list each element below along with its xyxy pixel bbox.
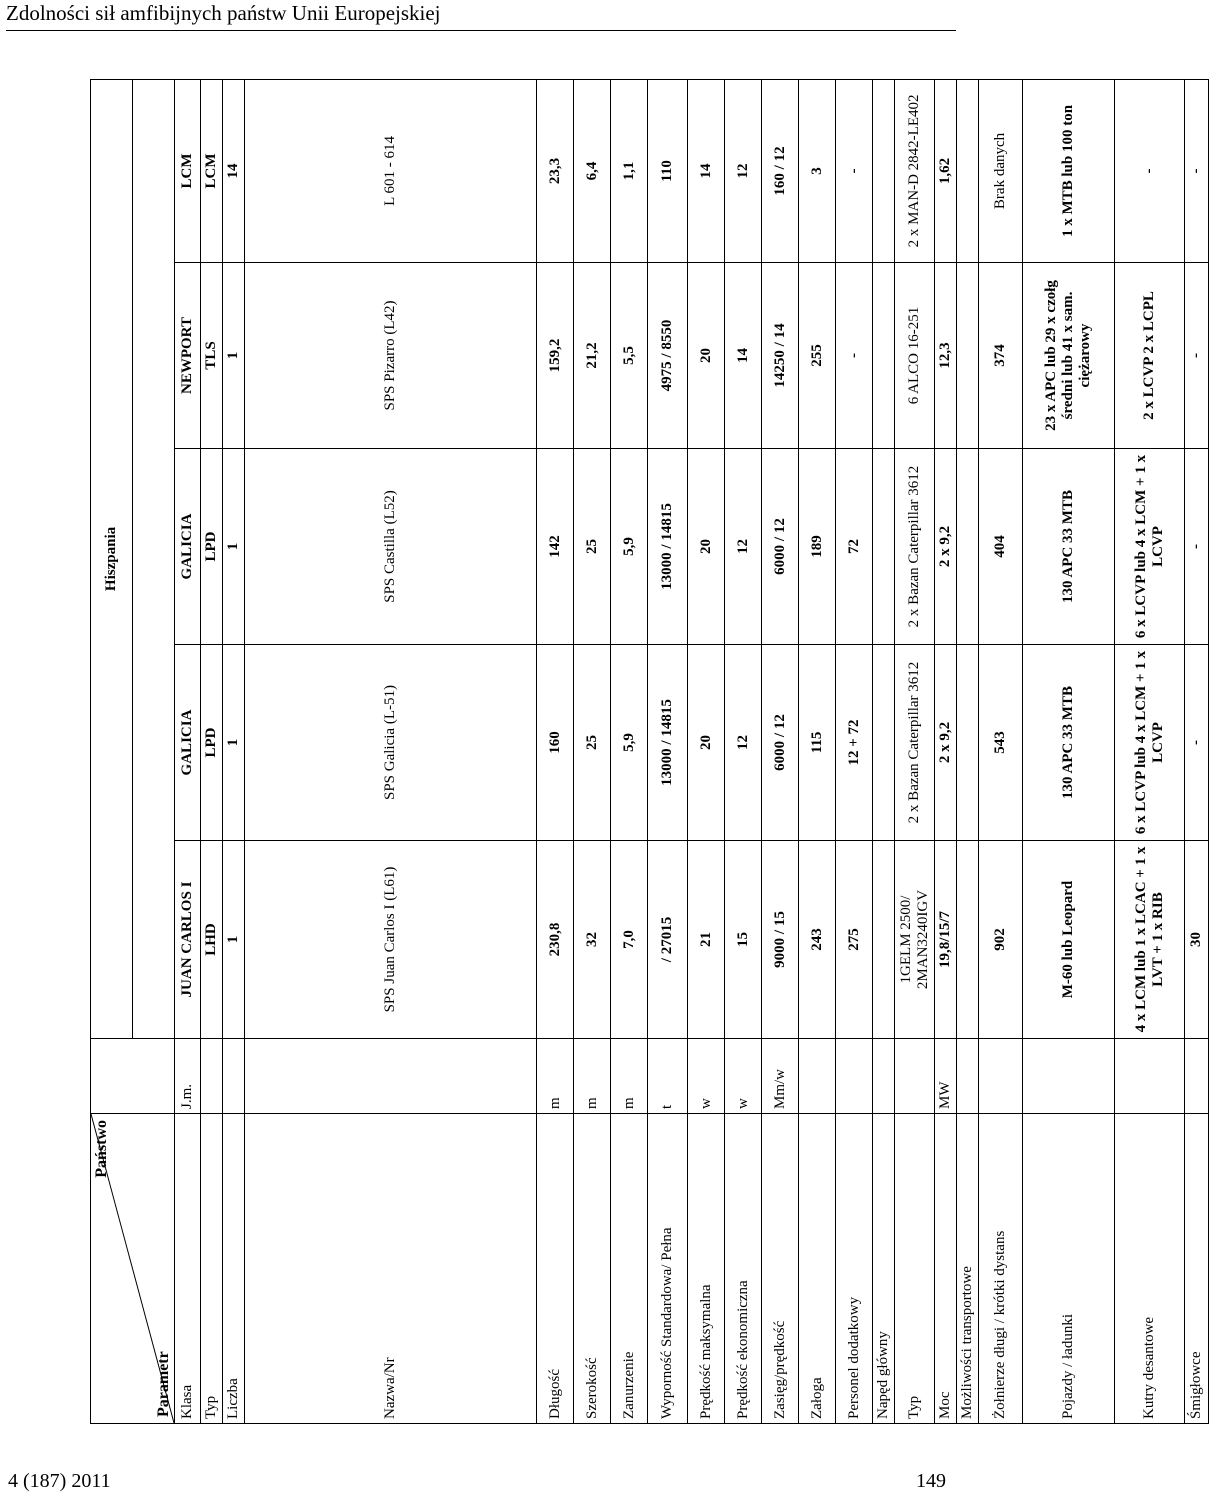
unit-cell: w (688, 1039, 725, 1114)
value-cell: 1GELM 2500/ 2MAN3240IGV (895, 841, 935, 1039)
header-title: Zdolności sił amfibijnych państw Unii Europejskiej (6, 1, 441, 25)
table-row (725, 79, 762, 1423)
value-cell: 6,4 (574, 79, 611, 262)
value-cell: 21 (688, 841, 725, 1039)
country-header: Hiszpania (91, 79, 133, 1038)
value-cell: 14 (688, 79, 725, 262)
value-cell: - (1185, 449, 1209, 645)
value-cell: 902 (979, 841, 1023, 1039)
value-cell: 543 (979, 645, 1023, 841)
value-cell: 23,3 (537, 79, 574, 262)
unit-cell (836, 1039, 873, 1114)
value-cell: 4 x LCM lub 1 x LCAC + 1 x LVT + 1 x RIB (1115, 841, 1185, 1039)
value-cell: GALICIA (175, 645, 201, 841)
value-cell: 25 (574, 645, 611, 841)
value-cell (957, 263, 979, 449)
table-row (1185, 79, 1209, 1423)
corner-cell (91, 1114, 175, 1424)
value-cell: 110 (648, 79, 688, 262)
unit-cell: MW (935, 1039, 957, 1114)
table-row (762, 79, 799, 1423)
value-cell (957, 79, 979, 262)
value-cell: 1 (223, 645, 245, 841)
value-cell: 275 (836, 841, 873, 1039)
table-row (836, 79, 873, 1423)
value-cell: 13000 / 14815 (648, 449, 688, 645)
value-cell: 160 / 12 (762, 79, 799, 262)
param-label: Napęd główny (873, 1114, 895, 1424)
value-cell: 2 x 9,2 (935, 449, 957, 645)
value-cell: 160 (537, 645, 574, 841)
value-cell: 2 x Bazan Caterpillar 3612 (895, 645, 935, 841)
param-label: Żołnierze długi / krótki dystans (979, 1114, 1023, 1424)
value-cell: 23 x APC lub 29 x czołg średni lub 41 x sam. ciężarowy (1023, 263, 1115, 449)
param-label: Załoga (799, 1114, 836, 1424)
param-label: Szerokość (574, 1114, 611, 1424)
value-cell: 14 (223, 79, 245, 262)
value-cell (873, 841, 895, 1039)
value-cell: 20 (688, 645, 725, 841)
table-row (935, 79, 957, 1423)
param-label: Zasięg/prędkość (762, 1114, 799, 1424)
value-cell: LHD (201, 841, 223, 1039)
param-label: Moc (935, 1114, 957, 1424)
value-cell: - (1185, 263, 1209, 449)
value-cell: 2 x Bazan Caterpillar 3612 (895, 449, 935, 645)
param-label: Typ (201, 1114, 223, 1424)
value-cell: L 601 - 614 (245, 79, 537, 262)
value-cell (957, 449, 979, 645)
value-cell: 5,5 (611, 263, 648, 449)
value-cell: 14 (725, 263, 762, 449)
value-cell: 20 (688, 263, 725, 449)
subheader-blank (133, 79, 175, 1038)
value-cell: 2 x LCVP 2 x LCPL (1115, 263, 1185, 449)
table-row (895, 79, 935, 1423)
table-row (611, 79, 648, 1423)
param-label: Liczba (223, 1114, 245, 1424)
table-row (648, 79, 688, 1423)
value-cell: LPD (201, 449, 223, 645)
value-cell: 1,1 (611, 79, 648, 262)
value-cell: 30 (1185, 841, 1209, 1039)
table-frame (90, 80, 1204, 1424)
value-cell: 404 (979, 449, 1023, 645)
value-cell (873, 449, 895, 645)
value-cell: 1 (223, 449, 245, 645)
value-cell: 142 (537, 449, 574, 645)
unit-cell (1115, 1039, 1185, 1114)
value-cell: 230,8 (537, 841, 574, 1039)
value-cell: 72 (836, 449, 873, 645)
value-cell: 12 + 72 (836, 645, 873, 841)
value-cell: 374 (979, 263, 1023, 449)
table-row (223, 79, 245, 1423)
value-cell: 12 (725, 79, 762, 262)
corner-param-label: Parametr (155, 1351, 172, 1417)
value-cell: LCM (175, 79, 201, 262)
unit-cell: t (648, 1039, 688, 1114)
value-cell: 243 (799, 841, 836, 1039)
unit-cell: m (611, 1039, 648, 1114)
value-cell: 6 x LCVP lub 4 x LCM + 1 x LCVP (1115, 645, 1185, 841)
value-cell: LCM (201, 79, 223, 262)
value-cell: 2 x 9,2 (935, 645, 957, 841)
table-row (1115, 79, 1185, 1423)
unit-cell (799, 1039, 836, 1114)
value-cell: JUAN CARLOS I (175, 841, 201, 1039)
param-label: Śmigłowce (1185, 1114, 1209, 1424)
param-label: Typ (895, 1114, 935, 1424)
value-cell: 20 (688, 449, 725, 645)
corner-country-label: Państwo (93, 1120, 110, 1178)
unit-cell (895, 1039, 935, 1114)
value-cell: Brak danych (979, 79, 1023, 262)
unit-cell (1023, 1039, 1115, 1114)
unit-cell (245, 1039, 537, 1114)
param-label: Możliwości transportowe (957, 1114, 979, 1424)
value-cell: 1 x MTB lub 100 ton (1023, 79, 1115, 262)
value-cell: 6000 / 12 (762, 645, 799, 841)
value-cell (873, 79, 895, 262)
value-cell: 14250 / 14 (762, 263, 799, 449)
value-cell: 12 (725, 645, 762, 841)
value-cell: 25 (574, 449, 611, 645)
table-row (873, 79, 895, 1423)
param-label: Kutry desantowe (1115, 1114, 1185, 1424)
unit-cell (1185, 1039, 1209, 1114)
value-cell: 12 (725, 449, 762, 645)
value-cell: - (836, 263, 873, 449)
value-cell: SPS Juan Carlos I (L61) (245, 841, 537, 1039)
value-cell: 3 (799, 79, 836, 262)
unit-cell: m (537, 1039, 574, 1114)
value-cell: SPS Castilla (L52) (245, 449, 537, 645)
param-label: Klasa (175, 1114, 201, 1424)
param-label: Wyporność Standardowa/ Pełna (648, 1114, 688, 1424)
value-cell: - (1185, 79, 1209, 262)
value-cell: 130 APC 33 MTB (1023, 645, 1115, 841)
unit-cell (873, 1039, 895, 1114)
value-cell: 6 ALCO 16-251 (895, 263, 935, 449)
value-cell: M-60 lub Leopard (1023, 841, 1115, 1039)
page-header (6, 0, 956, 31)
value-cell (873, 263, 895, 449)
value-cell (957, 645, 979, 841)
param-label: Personel dodatkowy (836, 1114, 873, 1424)
value-cell: GALICIA (175, 449, 201, 645)
param-label: Pojazdy / ładunki (1023, 1114, 1115, 1424)
value-cell: LPD (201, 645, 223, 841)
table-row (574, 79, 611, 1423)
footer-issue: 4 (187) 2011 (8, 1470, 111, 1492)
param-label: Zanurzenie (611, 1114, 648, 1424)
param-label: Prędkość maksymalna (688, 1114, 725, 1424)
table-row (688, 79, 725, 1423)
value-cell: 130 APC 33 MTB (1023, 449, 1115, 645)
unit-cell (957, 1039, 979, 1114)
value-cell (957, 841, 979, 1039)
value-cell (873, 645, 895, 841)
value-cell: 115 (799, 645, 836, 841)
value-cell: 19,8/15/7 (935, 841, 957, 1039)
value-cell: 6000 / 12 (762, 449, 799, 645)
value-cell: - (1115, 79, 1185, 262)
unit-cell (201, 1039, 223, 1114)
unit-header-blank (91, 1039, 175, 1114)
value-cell: 255 (799, 263, 836, 449)
value-cell: - (1185, 645, 1209, 841)
value-cell: 5,9 (611, 645, 648, 841)
param-label: Długość (537, 1114, 574, 1424)
table-row (245, 79, 537, 1423)
table-row (799, 79, 836, 1423)
table-row (175, 79, 201, 1423)
value-cell: 7,0 (611, 841, 648, 1039)
unit-cell: Mm/w (762, 1039, 799, 1114)
value-cell: 12,3 (935, 263, 957, 449)
value-cell: TLS (201, 263, 223, 449)
unit-cell: m (574, 1039, 611, 1114)
table-row (957, 79, 979, 1423)
value-cell: 5,9 (611, 449, 648, 645)
table-row (537, 79, 574, 1423)
unit-cell: J.m. (175, 1039, 201, 1114)
value-cell: 159,2 (537, 263, 574, 449)
table-row (201, 79, 223, 1423)
specs-table (90, 79, 1209, 1424)
value-cell: 32 (574, 841, 611, 1039)
table-header-row-1 (91, 79, 133, 1423)
value-cell: 189 (799, 449, 836, 645)
value-cell: - (836, 79, 873, 262)
table-row (979, 79, 1023, 1423)
value-cell: NEWPORT (175, 263, 201, 449)
param-label: Prędkość ekonomiczna (725, 1114, 762, 1424)
value-cell: SPS Pizarro (L42) (245, 263, 537, 449)
unit-cell: w (725, 1039, 762, 1114)
value-cell: 6 x LCVP lub 4 x LCM + 1 x LCVP (1115, 449, 1185, 645)
unit-cell (979, 1039, 1023, 1114)
value-cell: 15 (725, 841, 762, 1039)
value-cell: 1 (223, 263, 245, 449)
value-cell: 4975 / 8550 (648, 263, 688, 449)
value-cell: 1,62 (935, 79, 957, 262)
table-row (1023, 79, 1115, 1423)
value-cell: 1 (223, 841, 245, 1039)
footer-page-number: 149 (916, 1470, 946, 1492)
value-cell: 2 x MAN-D 2842-LE402 (895, 79, 935, 262)
param-label: Nazwa/Nr (245, 1114, 537, 1424)
value-cell: SPS Galicia (L-51) (245, 645, 537, 841)
value-cell: / 27015 (648, 841, 688, 1039)
unit-cell (223, 1039, 245, 1114)
value-cell: 21,2 (574, 263, 611, 449)
value-cell: 9000 / 15 (762, 841, 799, 1039)
value-cell: 13000 / 14815 (648, 645, 688, 841)
